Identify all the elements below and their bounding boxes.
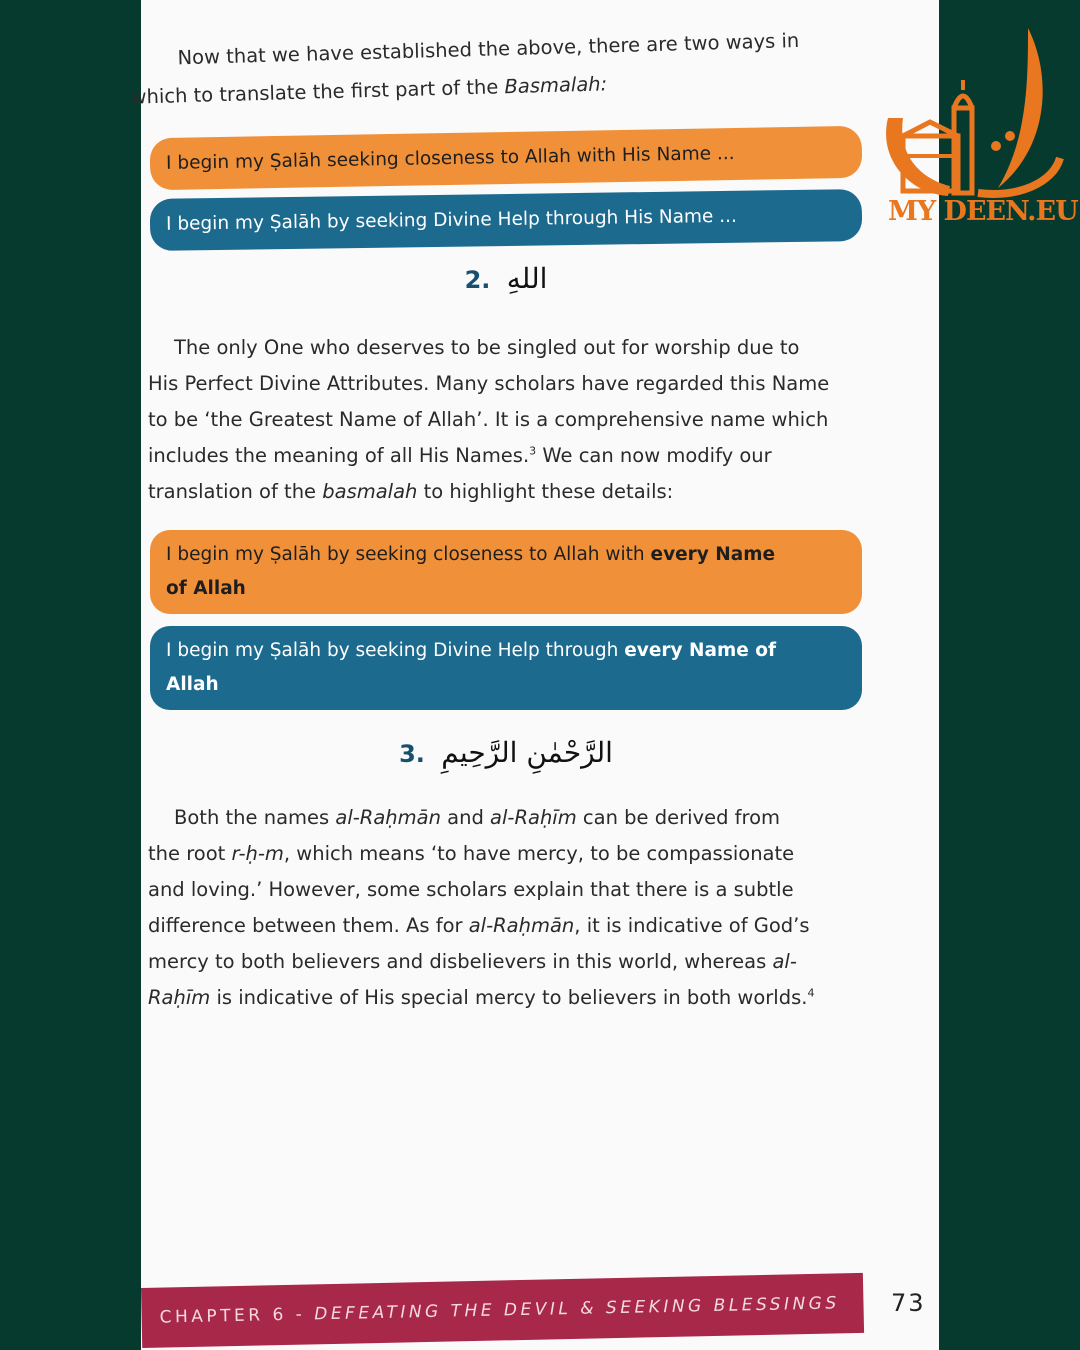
intro-line-1: Now that we have established the above, there are two ways in bbox=[177, 28, 800, 70]
footnote-3: 3 bbox=[529, 444, 537, 458]
para-line: translation of the basmalah to highlight these details: bbox=[148, 480, 674, 503]
para-line: and loving.’ However, some scholars explain that there is a subtle bbox=[148, 878, 794, 901]
page-number: 73 bbox=[891, 1289, 926, 1317]
section-heading-3 bbox=[141, 736, 871, 769]
para-line: includes the meaning of all His Names.$^3$ We can now modify our bbox=[148, 444, 772, 467]
para-line: the root r-ḥ-m, which means ‘to have mercy, to be compassionate bbox=[148, 842, 795, 865]
rahman-rahim-paragraph bbox=[148, 800, 848, 1016]
para-line: Raḥīm is indicative of His special mercy to believers in both worlds.$^4$ bbox=[148, 986, 815, 1009]
para-line: Both the names al-Raḥmān and al-Raḥīm can be derived from bbox=[174, 806, 781, 829]
para-line: difference between them. As for al-Raḥmān, it is indicative of God’s bbox=[148, 914, 810, 937]
arabic-rahman-rahim: الرَّحْمٰنِ الرَّحِيمِ bbox=[441, 736, 613, 769]
chapter-title: DEFEATING THE DEVIL & SEEKING BLESSINGS bbox=[314, 1293, 840, 1325]
basmalah-term: Basmalah: bbox=[504, 72, 608, 99]
chapter-footer: CHAPTER 6 - DEFEATING THE DEVIL & SEEKING BLESSINGS bbox=[141, 1273, 864, 1348]
intro-line-2: which to translate the first part of the bbox=[130, 75, 505, 109]
translation-pill-divine-help: I begin my Ṣalāh by seeking Divine Help through His Name ... bbox=[150, 189, 863, 251]
book-page bbox=[130, 0, 939, 1350]
chapter-label: CHAPTER 6 bbox=[159, 1304, 288, 1328]
para-line: His Perfect Divine Attributes. Many scholars have regarded this Name bbox=[148, 372, 830, 395]
para-line: mercy to both believers and disbelievers in this world, whereas al- bbox=[148, 950, 797, 973]
para-line: to be ‘the Greatest Name of Allah’. It is a comprehensive name which bbox=[148, 408, 829, 431]
footnote-4: 4 bbox=[807, 986, 815, 1000]
heading-number: 3. bbox=[399, 740, 425, 768]
intro-paragraph bbox=[130, 21, 835, 116]
translation-pill-every-name-closeness: I begin my Ṣalāh by seeking closeness to Allah with every Name of Allah bbox=[150, 530, 862, 614]
translation-pill-closeness: I begin my Ṣalāh seeking closeness to Allah with His Name ... bbox=[150, 126, 863, 190]
allah-paragraph bbox=[148, 330, 848, 510]
heading-number: 2. bbox=[464, 266, 491, 294]
para-line: The only One who deserves to be singled out for worship due to bbox=[174, 336, 800, 359]
section-heading-2 bbox=[141, 262, 871, 295]
translation-pill-every-name-help: I begin my Ṣalāh by seeking Divine Help through every Name of Allah bbox=[150, 626, 862, 710]
arabic-allah: اللهِ bbox=[506, 262, 548, 295]
logo-text: MY DEEN.EU bbox=[888, 196, 1078, 227]
